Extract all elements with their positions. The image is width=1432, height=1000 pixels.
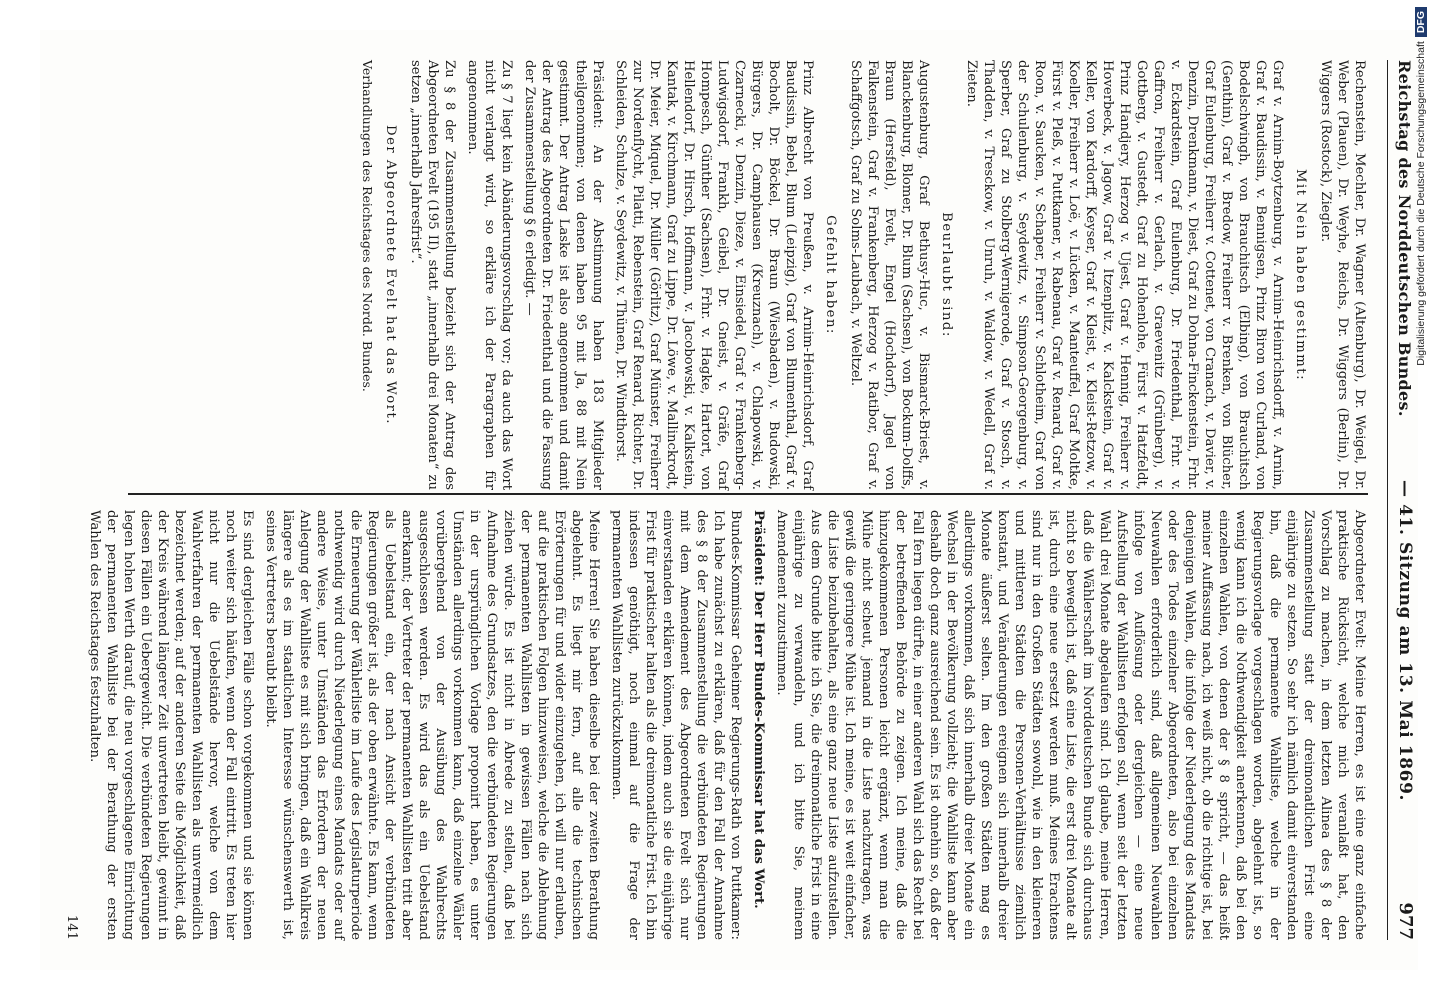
dfg-logo: DFG: [1415, 7, 1427, 37]
header-session: — 41. Sitzung am 13. Mai 1869.: [1395, 480, 1415, 802]
digitization-label: [1415, 7, 1429, 987]
digitization-sidebar: [1415, 0, 1432, 1000]
paragraph: Präsident: An der Abstimmung haben 183 Mitglieder theilgenommen; von denen haben 95 mit Ja, 88 mit Nein gestimmt. Der Antrag Laske ist also angenommen und damit der Antrag des Abgeordneten Dr. Friedenthal und die Fassung der Zusammenstellung § 6 erledigt. —: [522, 60, 605, 490]
paragraph: Meine Herren! Sie haben dieselbe bei der zweiten Berathung abgelehnt. Es liegt mir fern, auf alle die technischen Erörterungen für und wider einzugehen, ich will nur erlauben, auf die praktischen Folgen hinzuweisen, welche die Ablehnung der permanenten Wahllisten in gewissen Fällen nach sich ziehen würde. Es ist nicht in Abrede zu stellen, daß bei Aufnahme des Grundsatzes, den die verbündeten Regierungen in der ursprünglichen Vorlage proponirt haben, es unter Umständen allerdings vorkommen kann, daß einzelne Wähler vorübergehend von der Ausübung des Wahlrechts ausgeschlossen werden. Es wird das als ein Uebelstand anerkannt; der Vertreter der permanenten Wahllisten tritt aber als Uebelstand ein, der nach Ansicht der verbündeten Regierungen größer ist, als der oben erwähnte. Es kann, wenn die Erneuerung der Wählerliste im Laufe des Legislaturperiode nothwendig wird durch Niederlegung eines Mandats oder auf andere Weise, unter Umständen das Erfordern der neuen Anlegung der Wahlliste es mit sich bringen, daß ein Wahlkreis längere als es im staatlichen Interesse wünschenswerth ist, seines Vertreters beraubt bleibt.: [263, 510, 601, 940]
header-title: Reichstag des Norddeutschen Bundes.: [1395, 60, 1414, 417]
paragraph: Bundes-Kommissar Geheimer Regierungs-Rath von Puttkamer: Ich habe zunächst zu erklären, daß für den Fall der Annahme des § 8 der Zusammenstellung die verbündeten Regierungen mit dem Amendement des Abgeordneten Evelt sich nur einverstanden erklären können, indem auch sie die einjährige Frist für praktischer halten als die dreimonatliche Frist. Ich bin indessen genöthigt, noch einmal auf die Frage der permanenten Wahllisten zurückzukommen.: [609, 510, 743, 940]
scanned-page: [40, 30, 1420, 970]
page-header: [1387, 60, 1416, 940]
paragraph: Präsident: Der Herr Bundes-Kommissar hat das Wort.: [751, 510, 766, 909]
signature-number: 141: [64, 914, 79, 940]
paragraph: Prinz Albrecht von Preußen, v. Arnim-Heinrichsdorf, Graf Baudissin, Bebel, Blum (Leipzig), Graf von Blumenthal, Graf v. Bocholt, Dr. Böckel, Dr. Braun (Wiesbaden), v. Budowski, Bürgers, Dr. Camphausen (Kreuznach), v. Chlapowski, v. Czarnecki, v. Denzin, Dieze, v. Einsiedel, Graf v. Frankenberg-Ludwigsdorf, Frankh, Geibel, Dr. Gneist, v. Gräfe, Graf Hompesch, Günther (Sachsen), Frhr. v. Hagke, Hartort, von Hellendorf, Dr. Hirsch, Hoffmann, v. Jacobowski, v. Kalkstein, Kantak, v. Kirchmann, Graf zu Lippe, Dr. Löwe, v. Mallinckrodt, Dr. Meier, Miquel, Dr. Müller (Görlitz), Graf Münster, Freiherr zur Nordenflycht, Pilatti, Rebenstein, Graf Renard, Richter, Dr. Schleiden, Schulze, v. Seydewitz, v. Thünen, Dr. Windthorst.: [613, 60, 815, 490]
right-column: [64, 510, 1368, 940]
column-divider: [128, 493, 1368, 495]
left-column: [68, 60, 1368, 490]
digitization-text: Digitalisierung gefördert durch die Deutsche Forschungsgemeinschaft: [1415, 41, 1427, 366]
paragraph: Rechenstein, Mechler, Dr. Wagner (Altenburg), Dr. Weigel, Dr. Weber (Plauen), Dr. Weyhe, Reichs, Dr. Wiggers (Berlin), Dr. Wiggers (Rostock), Ziegler.: [1318, 60, 1367, 490]
paragraph: Zu § 8 der Zusammenstellung bezieht sich der Antrag des Abgeordneten Evelt (195 II), statt „innerhalb drei Monaten“ zu setzen „innerhalb Jahresfrist“.: [408, 60, 457, 490]
section-heading: Mit Nein haben gestimmt:: [1293, 168, 1308, 382]
section-heading: Beurlaubt sind:: [939, 212, 954, 338]
page-number: 977: [1395, 902, 1416, 940]
page-footer: Verhandlungen des Reichstages des Nordd. Bundes.: [360, 60, 375, 392]
paragraph: Graf v. Arnim-Boytzenburg, v. Arnim-Heinrichsdorff, v. Arnim, Graf v. Baudissin, v. Bennigsen, Prinz Biron von Curland, von Bodelschwingh, von Brauchitsch (Elbing), von Brauchitsch (Genthin), Graf v. Bredow, Freiherr v. Brenken, von Blücher, Graf Eulenburg, Freiherr v. Cottenet, von Cranach, v. Davier, v. Denzin, Drenkmann, v. Diest, Graf zu Dohna-Finckenstein, Frhr. v. Eckardstein, Graf Eulenburg, Dr. Friedenthal, Frhr. v. Gaffron, Freiherr v. Gerlach, v. Graevenitz (Grünberg), v. Gottberg, v. Gustedt, Graf zu Hohenlohe, Fürst v. Hatzfeldt, Prinz Handjery, Herzog v. Ujest, Graf v. Hennig, Freiherr v. Hoverbeck, v. Jagow, Graf v. Itzenplitz, v. Kalckstein, Graf v. Keller, von Kardorff, Keyser, Graf v. Kleist, v. Kleist-Retzow, v. Koeller, Freiherr v. Loë, v. Lücken, v. Manteuffel, Graf Moltke, Fürst v. Pleß, v. Puttkamer, v. Rabenau, Graf v. Renard, Graf v. Roon, v. Saucken, v. Schaper, Freiherr v. Schlotheim, Graf von der Schulenburg, v. Seydewitz, v. Simpson-Georgenburg, v. Sperber, Graf zu Stolberg-Wernigerode, Graf v. Stosch, v. Thadden, v. Tresckow, v. Unruh, v. Waldow, v. Wedell, Graf v. Zieten.: [964, 60, 1285, 490]
paragraph: Der Abgeordnete Evelt hat das Wort.: [383, 125, 398, 425]
paragraph: Es sind dergleichen Fälle schon vorgekommen und sie können noch weiter sich häufen, wenn der Fall eintritt. Es treten hier nicht nur die Uebelstände hervor, welche von dem Wahlverfahren der permanenten Wahllisten als unvermeidlich bezeichnet werden; auf der anderen Seite die Möglichkeit, daß der Kreis während längerer Zeit unvertreten bleibt, gewinnt in diesen Fällen ein Uebergewicht. Die verbündeten Regierungen legen hohen Werth darauf, die neu vorgeschlagene Einrichtung der permanenten Wahlliste bei der Berathung der ersten Wahlen des Reichstages festzuhalten.: [87, 510, 255, 940]
paragraph: Zu § 7 liegt kein Abänderungsvorschlag vor; da auch das Wort nicht verlangt wird, so erkläre ich der Paragraphen für angenommen.: [465, 60, 514, 490]
paragraph: Augustenburg, Graf Bethusy-Huc, v. Bismarck-Briest, v. Blanckenburg, Blomer, Dr. Blum (Sachsen), von Bockum-Dolffs, Braun (Hersfeld), Evelt, Engel (Hochdorf), Jagel von Falkenstein, Graf v. Frankenberg, Herzog v. Ratibor, Graf v. Schaffgotsch, Graf zu Solms-Laubach, v. Weltzel.: [848, 60, 931, 490]
paragraph: Abgeordneter Evelt: Meine Herren, es ist eine ganz einfache praktische Rücksicht, welche mich veranlaßt hat, den Vorschlag zu machen, in dem letzten Alinea des § 8 der Zusammenstellung statt der dreimonatlichen Frist eine einjährige zu setzen. So sehr ich nämlich damit einverstanden bin, daß die permanente Wahlliste, welche in der Regierungsvorlage vorgeschlagen worden, abgelehnt ist, so wenig kann ich die Nothwendigkeit anerkennen, daß bei den einzelnen Wahlen, von denen der § 8 spricht, — das heißt meiner Auffassung nach, ich weiß nicht, ob die richtige ist, bei denjenigen Wahlen, die infolge der Niederlegung des Mandats oder des Todes einzelner Abgeordneten, also bei einzelnen Neuwahlen erforderlich sind, daß allgemeinen Neuwahlen infolge von Auflösung oder dergleichen — eine neue Aufstellung der Wahllisten erfolgen soll, wenn seit der letzten Wahl drei Monate abgelaufen sind. Ich glaube, meine Herren, daß die Wählerschaft im Norddeutschen Bunde sich durchaus nicht so beweglich ist, daß eine Liste, die erst drei Monate alt ist, durch eine neue ersetzt werden muß. Meines Erachtens sind nur in den Großen Städten sowohl, wie in den kleineren und mittleren Städten die Personen-Verhältnisse ziemlich konstant, und Veränderungen ereignen sich innerhalb dreier Monate äußerst selten. Im den großen Städten mag es allerdings vorkommen, daß sich innerhalb dreier Monate ein Wechsel in der Bevölkerung vollzieht; die Wahlliste kann aber deshalb doch ganz ausreichend sein. Es ist ohnehin so, daß der Fall fern liegen dürfte, in einer anderen Wahl sich das Recht bei der betreffenden Behörde zu zeigen. Ich meine, daß die hinzugekommenen Personen leicht ergänzt, wenn man die Mühe nicht scheut, jemand in die Liste nachzutragen, was gewiß die geringere Mühe ist. Ich meine, es ist weit einfacher, die Liste beizubehalten, als eine ganz neue Liste aufzustellen. Aus dem Grunde bitte ich Sie, die dreimonatliche Frist in eine einjährige zu verwandeln, und ich bitte Sie, meinem Amendement zuzustimmen.: [774, 510, 1367, 940]
rotated-page-content: [40, 30, 1420, 970]
section-heading: Gefehlt haben:: [823, 215, 838, 335]
